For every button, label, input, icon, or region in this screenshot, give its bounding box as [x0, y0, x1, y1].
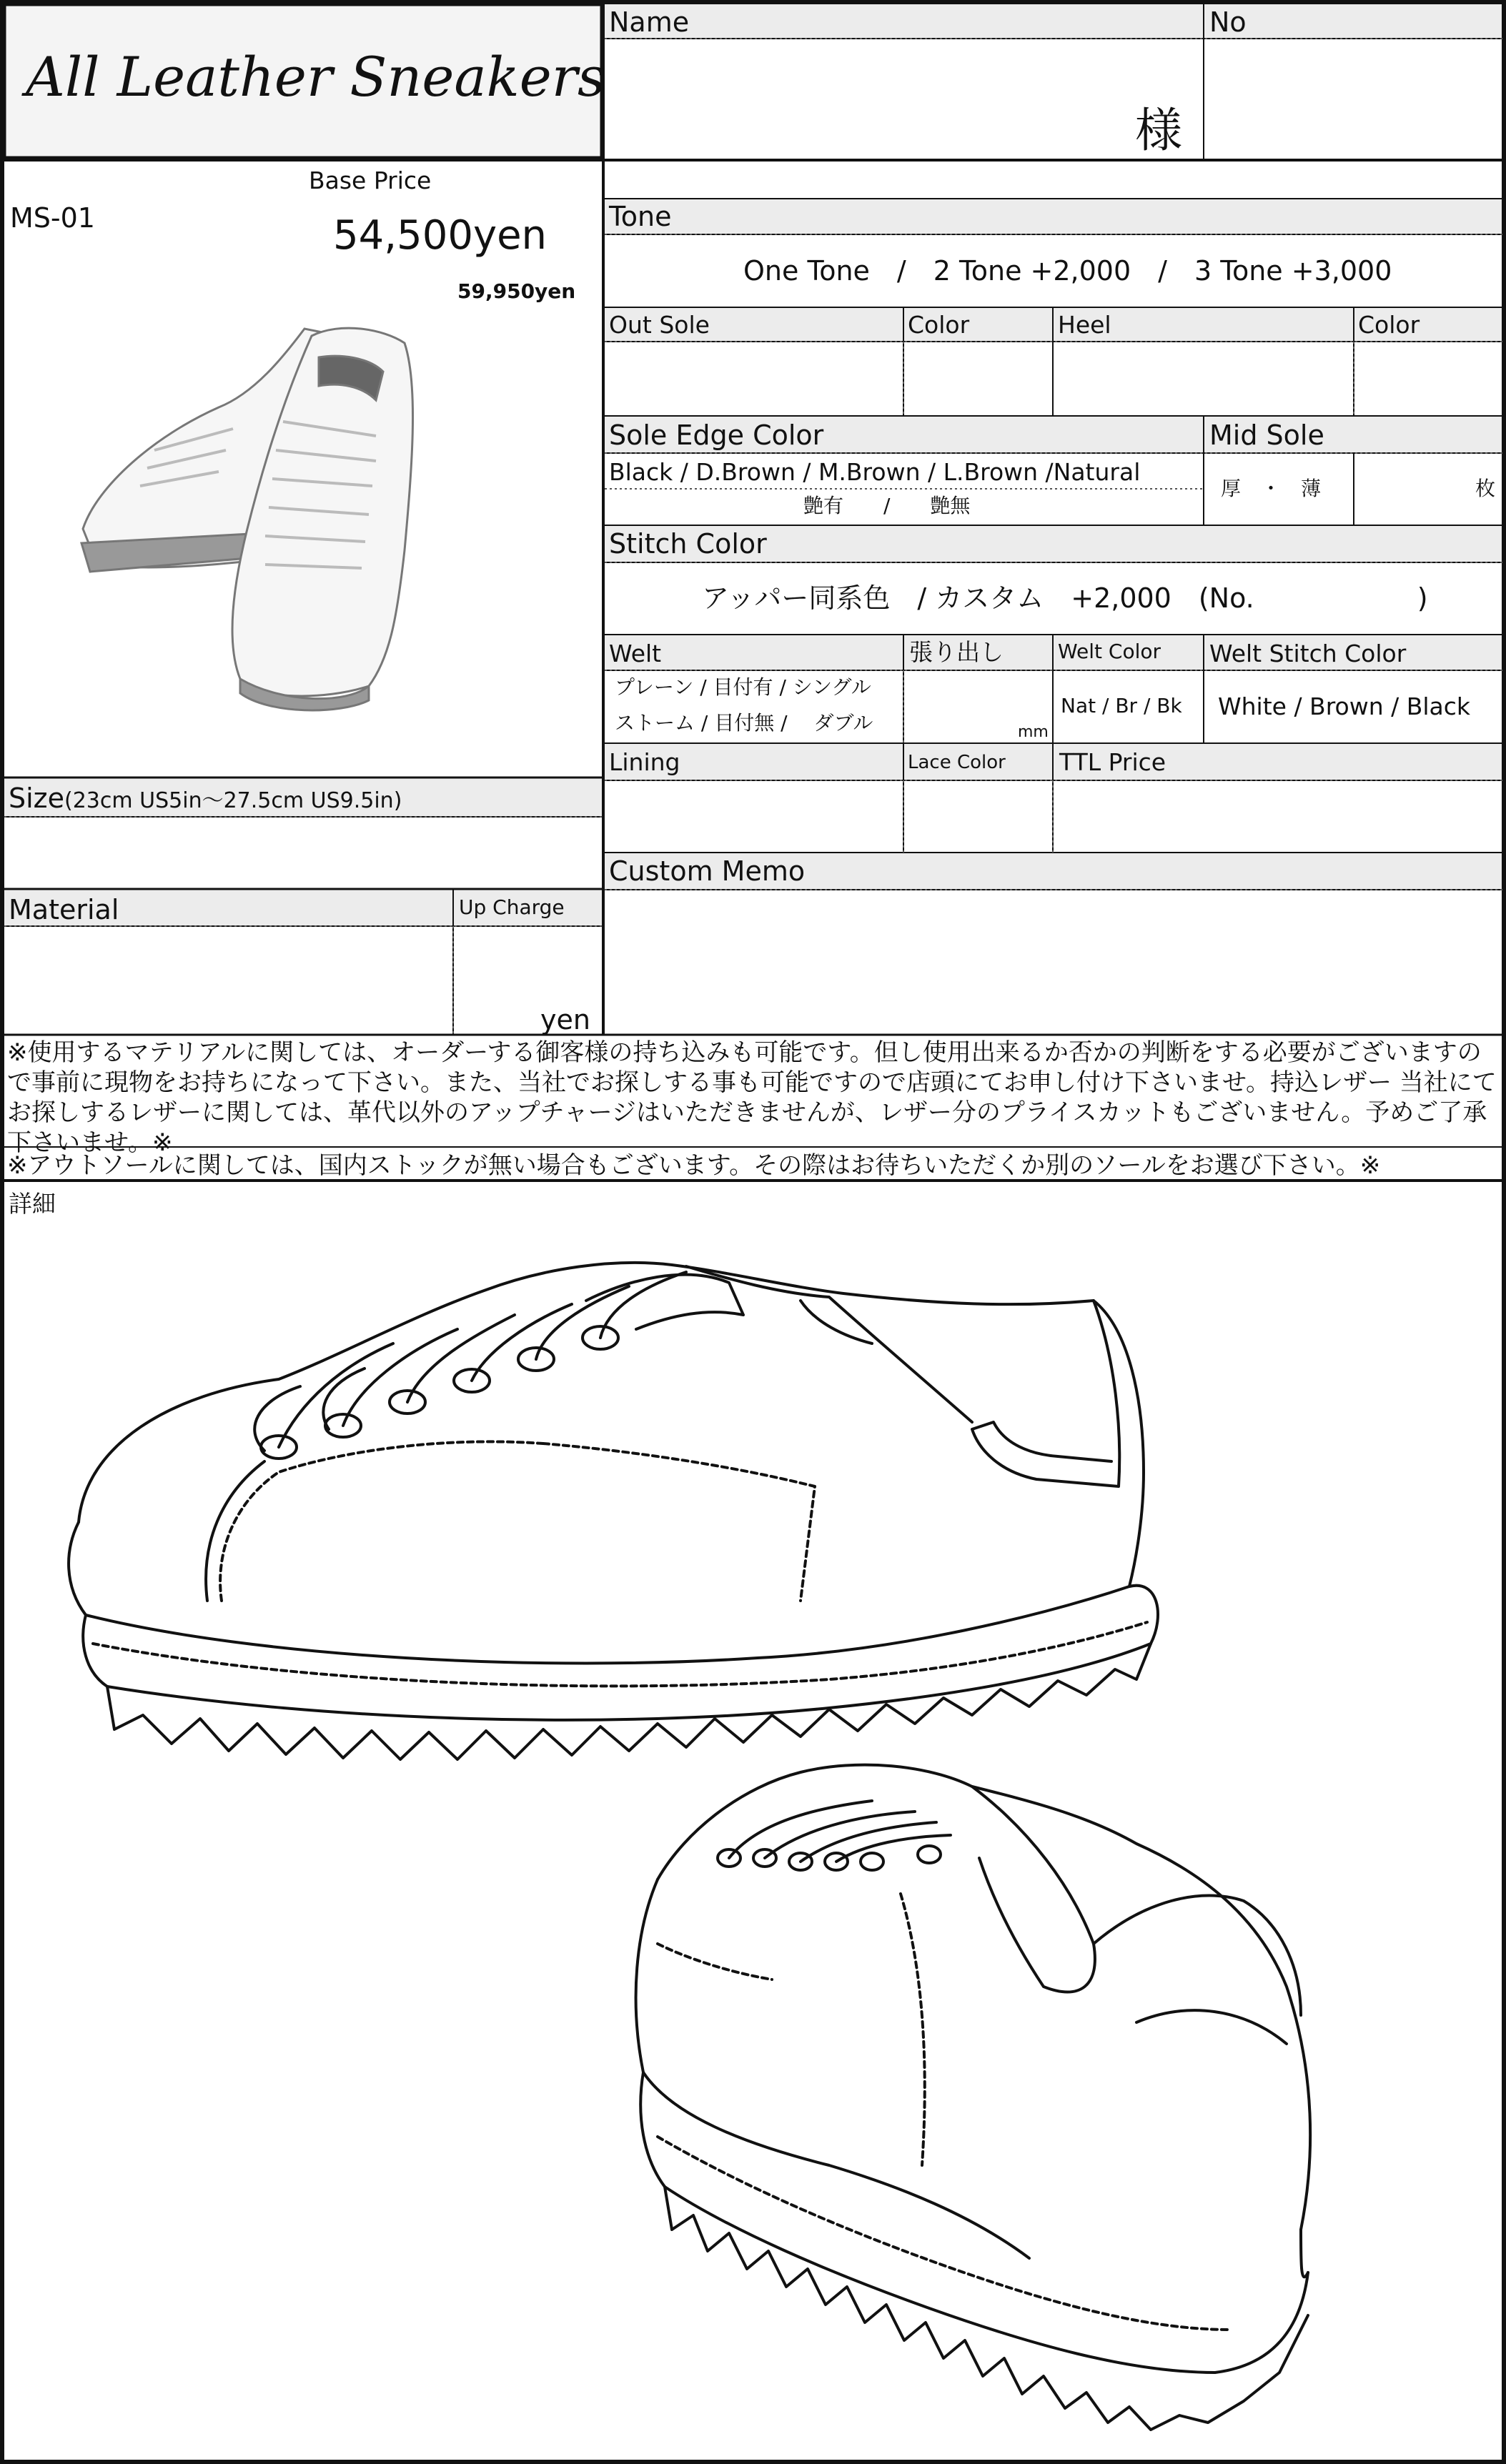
name-label: Name: [609, 6, 690, 38]
sneaker-line-drawing-icon: [43, 1215, 1458, 2458]
ttl-price-label: TTL Price: [1059, 748, 1166, 776]
out-sole-label: Out Sole: [609, 311, 710, 339]
model-number: MS-01: [10, 202, 95, 234]
mid-sole-label: Mid Sole: [1209, 419, 1324, 451]
leather-sneaker-photo-icon: [69, 314, 440, 715]
welt-color-label: Welt Color: [1058, 640, 1161, 663]
welt-label: Welt: [609, 640, 662, 667]
honorific-sama: 様: [1135, 103, 1182, 158]
tone-options[interactable]: One Tone / 2 Tone +2,000 / 3 Tone +3,000: [743, 255, 1392, 287]
mid-sole-count-unit: 枚: [1475, 477, 1496, 500]
heel-color-field[interactable]: [1357, 344, 1502, 413]
material-note: ※使用するマテリアルに関しては、オーダーする御客様の持ち込みも可能です。但し使用出来るか否かの判断をする必要がございますので事前に現物をお持ちになって下さい。また、当社でお探しする事も可能ですので店頭にてお申し付け下さいませ。持込レザー 当社にてお探しするレザーに関しては、革代以外のアップチャージはいただきませんが、レザー分のプライスカットもございません。予めご了承下さいませ。※: [7, 1038, 1497, 1157]
material-label: Material: [9, 894, 119, 925]
lining-field[interactable]: [606, 783, 901, 850]
out-sole-field[interactable]: [606, 344, 901, 413]
no-field[interactable]: [1207, 41, 1501, 157]
out-sole-color-label: Color: [908, 311, 970, 339]
up-charge-unit: yen: [540, 1004, 590, 1035]
tax-included-price: 59,950yen: [457, 279, 576, 303]
out-sole-color-field[interactable]: [906, 344, 1051, 413]
stitch-color-label: Stitch Color: [609, 528, 767, 560]
welt-overhang-label: 張り出し: [909, 638, 1004, 666]
size-label: Size(23cm US5in～27.5cm US9.5in): [9, 783, 402, 814]
mid-sole-thickness[interactable]: 厚 ・ 薄: [1221, 477, 1322, 500]
welt-stitch-color-options[interactable]: White / Brown / Black: [1218, 692, 1471, 720]
name-field[interactable]: [606, 41, 1201, 157]
custom-memo-field[interactable]: [606, 893, 1502, 1033]
lace-color-field[interactable]: [906, 783, 1051, 850]
size-field[interactable]: [6, 820, 602, 886]
custom-memo-label: Custom Memo: [609, 855, 806, 887]
base-price: 54,500yen: [333, 212, 548, 259]
heel-color-label: Color: [1358, 311, 1420, 339]
material-field[interactable]: [6, 929, 450, 1033]
welt-mm-unit: mm: [1018, 723, 1049, 741]
welt-color-options[interactable]: Nat / Br / Bk: [1061, 694, 1182, 717]
heel-label: Heel: [1058, 311, 1111, 339]
up-charge-label: Up Charge: [459, 895, 565, 919]
tone-label: Tone: [609, 201, 672, 232]
sole-edge-finish[interactable]: 艶有 / 艶無: [803, 494, 971, 517]
detail-label: 詳細: [9, 1190, 56, 1218]
sole-edge-label: Sole Edge Color: [609, 419, 824, 451]
lining-label: Lining: [609, 748, 680, 776]
outsole-note: ※アウトソールに関しては、国内ストックが無い場合もございます。その際はお待ちいただくか別のソールをお選び下さい。※: [7, 1151, 1381, 1180]
ttl-price-field[interactable]: [1056, 783, 1502, 850]
page-title: All Leather Sneakers: [26, 45, 606, 109]
welt-options-line2[interactable]: ストーム / 目付無 / ダブル: [615, 711, 873, 735]
heel-field[interactable]: [1056, 344, 1352, 413]
welt-options-line1[interactable]: プレーン / 目付有 / シングル: [615, 675, 871, 699]
sole-edge-colors[interactable]: Black / D.Brown / M.Brown / L.Brown /Natural: [609, 458, 1141, 486]
welt-stitch-color-label: Welt Stitch Color: [1209, 640, 1407, 667]
base-price-label: Base Price: [309, 167, 432, 194]
size-range: (23cm US5in～27.5cm US9.5in): [64, 788, 402, 813]
stitch-color-options[interactable]: アッパー同系色 / カスタム +2,000 (No. ): [702, 582, 1428, 614]
lace-color-label: Lace Color: [908, 752, 1006, 773]
no-label: No: [1209, 6, 1247, 38]
